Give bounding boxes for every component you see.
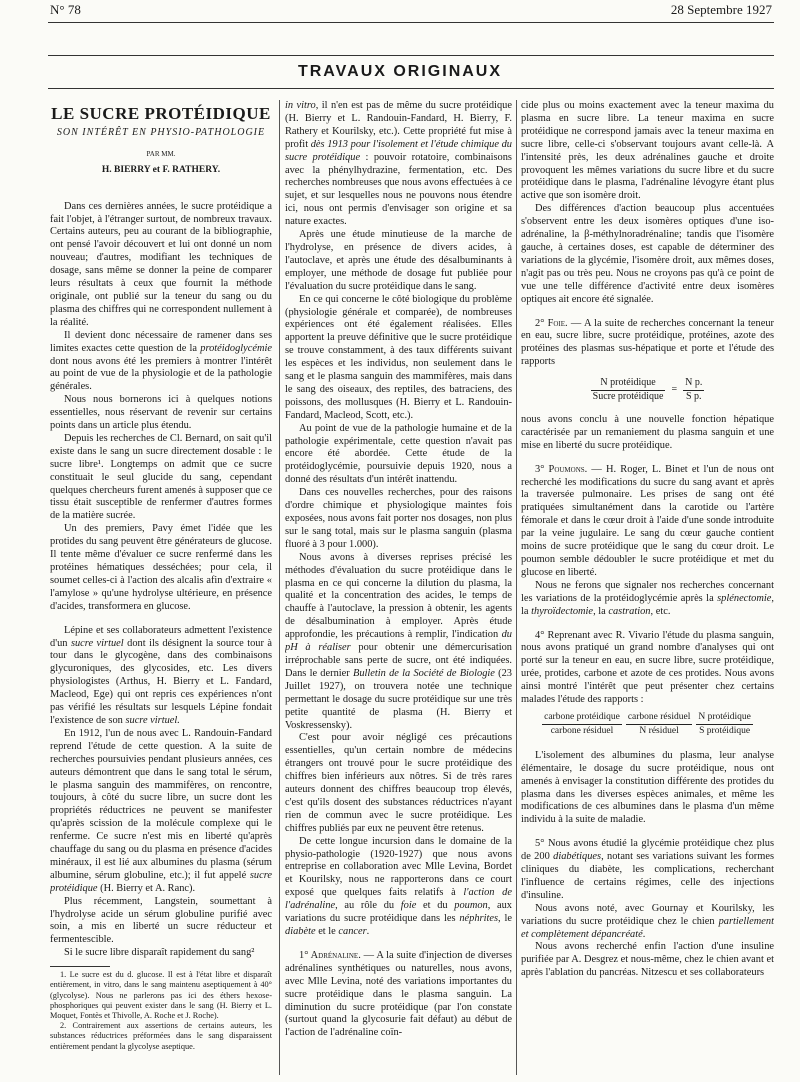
footnotes <box>50 970 272 1052</box>
ratio-formula-1: $\frac{\text{N protéidique}}{\text{Sucre protéidique}}$ = $\frac{\text{N p.}}{\text{S p.}}$ <box>592 377 703 403</box>
paragraph: L'isolement des albumines du plasma, leur analyse élémentaire, le dosage du sucre protéidique, nous ont amenés à envisager la constitution différente des protides du plasma dans les diverses espèces animales, et même les modifications de ces albumines dans le plasma d'un même individu à la suite de maladie. <box>521 749 774 826</box>
authors-prefix: PAR MM. <box>146 149 176 158</box>
paragraph: Plus récemment, Langstein, soumettant à l'hydrolyse acide un sérum globuline purifié avec soin, a mis en liberté un sucre réducteur et fermentescible. <box>50 895 272 946</box>
paragraph: Dans ces dernières années, le sucre protéidique a fait l'objet, à l'étranger surtout, de nombreux travaux. Certains auteurs, peu au courant de la bibliographie, ont pensé l'avoir découvert et lui ont donné un nom nouveau; d'autres, modifiant les techniques de dosage, sans même se donner la peine de comparer leurs résultats à ceux que fournit la méthode originale, ont publié sur la teneur du sang ou du plasma des chiffres qui ne correspondent nullement à la réalité. <box>50 200 272 328</box>
paragraph: in vitro, il n'en est pas de même du sucre protéidique (H. Bierry et L. Randouin-Fandard, H. Bierry, F. Rathery et Kourilsky, etc.). Cette propriété fut mise à profit dès 1913 pour l'isolement et l'étude chimique du sucre protéidique : pouvoir rotatoire, combinaisons avec la phénylhydrazine, fermentation, etc. Des recherches nombreuses que nous avons effectuées à ce sujet, et sur lesquelles nous ne pouvons nous étendre ici, nous ont permis d'envisager son origine et sa nature exactes. <box>285 100 512 228</box>
paragraph: 4° Reprenant avec R. Vivario l'étude du plasma sanguin, nous avons pratiqué un grand nombre d'analyses qui ont porté sur la teneur en eau, en sucre libre, sucre protéidique, urée, protides, carbone et azote de ces protides. Nous avons ainsi montré l'intérêt que peut présenter chez certains malades l'étude des rapports : <box>521 629 774 706</box>
paragraph: 5° Nous avons étudié la glycémie protéidique chez plus de 200 diabétiques, notant ses variations suivant les formes cliniques du diabète, les complications, recherchant l'influence de certains régimes, celle des injections d'insuline. <box>521 838 774 901</box>
paragraph: 2° Foie. — A la suite de recherches concernant la teneur en eau, sucre libre, sucre protéidique, protéines, azote des protéines des plasmas sus-hépatique et porte et l'étude des rapports <box>521 317 774 368</box>
paragraph: Au point de vue de la pathologie humaine et de la pathologie expérimentale, cette question n'avait pas encore été abordée. Cette étude de la protéidoglycémie, poursuivie depuis 1920, nous a donné des résultats d'un intérêt inattendu. <box>285 422 512 486</box>
footnote-2: 2. Contrairement aux assertions de certains auteurs, les substances réductrices préformées dans le sang disparaissent entièrement pendant la glycolyse aseptique. <box>50 1021 272 1051</box>
article-subtitle: SON INTÉRÊT EN PHYSIO-PATHOLOGIE <box>56 126 266 138</box>
paragraph: Nous avons noté, avec Gournay et Kourilsky, les variations du sucre protéidique chez le chien partiellement et complètement dépancréaté. <box>521 902 774 940</box>
footnote-rule <box>50 966 110 967</box>
article-authors: H. BIERRY et F. RATHERY. <box>101 164 221 175</box>
paragraph: nous avons conclu à une nouvelle fonction hépatique caractérisée par un remaniement du plasma sanguin et une mise en liberté du sucre protéidique. <box>521 413 774 451</box>
paragraph: C'est pour avoir négligé ces précautions essentielles, qu'un certain nombre de médecins étrangers ont trouvé pour le sucre protéidique des chiffres bien inférieurs aux nôtres. Si de très rares auteurs donnent des chiffres beaucoup trop élevés, c'est qu'ils dosent des substances réductrices n'ayant rien de commun avec le sucre protéidique. Les chiffres publiés par eux ne peuvent être retenus. <box>285 732 512 834</box>
section-title: TRAVAUX ORIGINAUX <box>297 63 503 80</box>
paragraph: Lépine et ses collaborateurs admettent l'existence d'un sucre virtuel dont ils désignent la source tour à tour dans le glycogène, dans des combinaisons glycuroniques, des glycosides, etc. Les divers physiologistes (Arthus, H. Bierry et L. Fandard, Macleod, Ege) qui ont repris ces expériences n'ont pas vérifié les résultats sur lesquels Lépine fondait l'existence de son sucre virtuel. <box>50 624 272 726</box>
column-1 <box>50 100 272 1080</box>
footnote-1: 1. Le sucre est du d. glucose. Il est à l'état libre et disparaît entièrement, in vitro, dans le sang maintenu aseptiquement à 40° (glycolyse). Nous ne parlerons pas ici des éthers hexose-phosphoriques qui peuvent exister dans le sang (H. Bierry et L. Moquet, Fontès et Thivolle, A. Roche et J. Roche). <box>50 970 272 1020</box>
column-2 <box>285 100 512 1080</box>
paragraph: Nous avons à diverses reprises précisé les méthodes d'évaluation du sucre protéidique dans le plasma en ce qui concerne la dilution du plasma, la qualité et la concentration des acides, le temps de chauffe à l'autoclave, la pression à obtenir, les agents de désalbumination à employer. Après étude approfondie, les précautions à remplir, l'indication du pH à réaliser pour obtenir une démercurisation irréprochable sans perte de sucre, ont été indiquées. Dans le dernier Bulletin de la Société de Biologie (23 Juillet 1927), on trouvera notée une technique permettant le dosage du sucre protéidique sur une très petite quantité de plasma (H. Bierry et Voskressensky). <box>285 551 512 731</box>
ratio-formula-2: $\frac{\text{carbone protéidique}}{\text{carbone résiduel}}$ $\frac{\text{carbone résiduel}}{\text{N résiduel}}$ $\frac{\text{N protéidique}}{\text{S protéidique}}$ <box>544 711 751 736</box>
paragraph: Nous ne ferons que signaler nos recherches concernant les variations de la protéidoglycémie après la splénectomie, la thyroïdectomie, la castration, etc. <box>521 579 774 617</box>
header-rule-top <box>48 22 774 23</box>
paragraph: Après une étude minutieuse de la marche de l'hydrolyse, en présence de divers acides, à l'autoclave, et après une étude des désalbuminants à employer, une méthode de dosage fut publiée pour l'évaluation du sucre protéidique dans le sang. <box>285 229 512 292</box>
paragraph: Des différences d'action beaucoup plus accentuées s'observent entre les deux isomères optiques d'une iso-adrénaline, la β-méthylnoradrénaline; tandis que l'isomère gauche, à certaines doses, est capable de déterminer des variations de la glycémie, l'isomère droit, aux mêmes doses, n'agit pas ou très peu. Nous ne croyons pas qu'à ce point de vue une telle différence d'activité entre deux isomères optiques ait encore été signalée. <box>521 203 774 305</box>
paragraph: Il devient donc nécessaire de ramener dans ses limites exactes cette question de la protéidoglycémie dont nous avons été les premiers à montrer l'intérêt au point de vue de la physiologie et de la pathologie générales. <box>50 329 272 393</box>
column-3 <box>521 100 774 1080</box>
article-title: LE SUCRE PROTÉIDIQUE <box>51 104 271 123</box>
paragraph: Depuis les recherches de Cl. Bernard, on sait qu'il existe dans le sang un sucre directement dosable : le sucre libre¹. Longtemps on admit que ce sucre constituait le seul glucide du sang, cependant quelques chercheurs furent amenés à supposer que ce tissu était susceptible de renfermer d'autres formes de la matière sucrée. <box>50 432 272 522</box>
header-rule-mid <box>48 55 774 56</box>
section-rule <box>48 88 774 89</box>
paragraph: Dans ces nouvelles recherches, pour des raisons d'ordre chimique et physiologique maintes fois exposées, nous avons fait porter nos dosages, non plus sur le sang total, mais sur le plasma sanguin (plasma fluoré à 3 pour 1.000). <box>285 487 512 550</box>
paragraph: 1° Adrénaline. — A la suite d'injection de diverses adrénalines synthétiques ou naturelles, nous avons, avec Mlle Levina, noté des variations importantes du sucre protéidique dans le plasma sanguin. La diminution du sucre protéidique (par l'on constate (surtout quand la glycosurie fait défaut) au début de l'action de l'adrénaline coïn- <box>285 949 512 1039</box>
paragraph: En ce qui concerne le côté biologique du problème (physiologie générale et comparée), de nombreuses expériences ont été également réalisées. Elles apportent la preuve définitive que le sucre protéidique se trouve constamment, à des taux différents suivant les espèces et les individus, non seulement dans le sang et le plasma sanguin des mammifères, mais dans le sang des oiseaux, des reptiles, des batraciens, des poissons, des mollusques (H. Bierry et L. Randouin-Fandard, Macleod, Scott, etc.). <box>285 293 512 421</box>
paragraph: Un des premiers, Pavy émet l'idée que les protides du sang peuvent être générateurs de glucose. Il tente même d'évaluer ce sucre renfermé dans les protéines hématiques desséchées; pour cela, il soumet celles-ci à l'action des alcalis afin d'extraire « l'amylose » qu'une hydrolyse ultérieure, en présence d'acides, transformera en glucose. <box>50 523 272 612</box>
paragraph: cide plus ou moins exactement avec la teneur maxima du plasma en sucre libre. La teneur maxima en sucre protéidique ne correspond jamais avec la teneur maxima en sucre libre, celle-ci s'observant toujours avant celle-là. A l'intensité près, les deux adrénalines gauche et droite provoquent les mêmes variations du sucre libre et du sucre protéidique dans le plasma, l'adrénaline lévogyre étant plus active que son isomère droit. <box>521 100 774 202</box>
column-divider-2 <box>516 100 517 1075</box>
paragraph: Si le sucre libre disparaît rapidement du sang² <box>64 947 255 959</box>
column-divider-1 <box>279 100 280 1075</box>
paragraph: En 1912, l'un de nous avec L. Randouin-Fandard reprend l'étude de cette question. A la suite de recherches poursuivies pendant plusieurs années, ces auteurs démontrent que dans le sang total le sérum, le plasma sanguin des mammifères, on rencontre, toujours, à côté du sucre libre, un sucre dont les propriétés réductrices ne peuvent se manifester qu'après scission de la molécule complexe qui le renferme. Ce sucre n'est mis en liberté qu'après chauffage du sang ou du plasma en présence d'acides minéraux, il est lié aux albumines du plasma (sérum albumine, sérum globuline, etc.); il fut appelé sucre protéidique (H. Bierry et A. Ranc). <box>50 727 272 894</box>
issue-number: N° 78 <box>50 2 81 17</box>
issue-date: 28 Septembre 1927 <box>670 2 772 17</box>
paragraph: De cette longue incursion dans le domaine de la physio-pathologie (1920-1927) que nous avons entreprise en collaboration avec Mlle Levina, Bordet et Kourilsky, nous ne rapporterons dans ce court exposé que quelques faits relatifs à l'action de l'adrénaline, au rôle du foie et du poumon, aux variations du sucre protéidique dans les néphrites, le diabète et le cancer. <box>285 835 512 937</box>
paragraph: Nous nous bornerons ici à quelques notions essentielles, nous réservant de revenir sur certains points dans un article plus étendu. <box>50 394 272 432</box>
paragraph: Nous avons recherché enfin l'action d'une insuline purifiée par A. Desgrez et nous-même, chez le chien avant et après l'ablation du pancréas. Nitzescu et ses collaborateurs <box>521 941 774 979</box>
paragraph: 3° Poumons. — H. Roger, L. Binet et l'un de nous ont recherché les modifications du sucre du sang avant et après la traversée pulmonaire. Les prises de sang ont été pratiquées simultanément dans la carotide ou l'artère fémorale et dans le cœur droit à l'aide d'une sonde introduite par la veine jugulaire. Le sang du cœur gauche contient moins de sucre protéidique que le sang du cœur droit. Le poumon semble dédoubler le sucre protéidique et met du glucose en liberté. <box>521 463 774 578</box>
